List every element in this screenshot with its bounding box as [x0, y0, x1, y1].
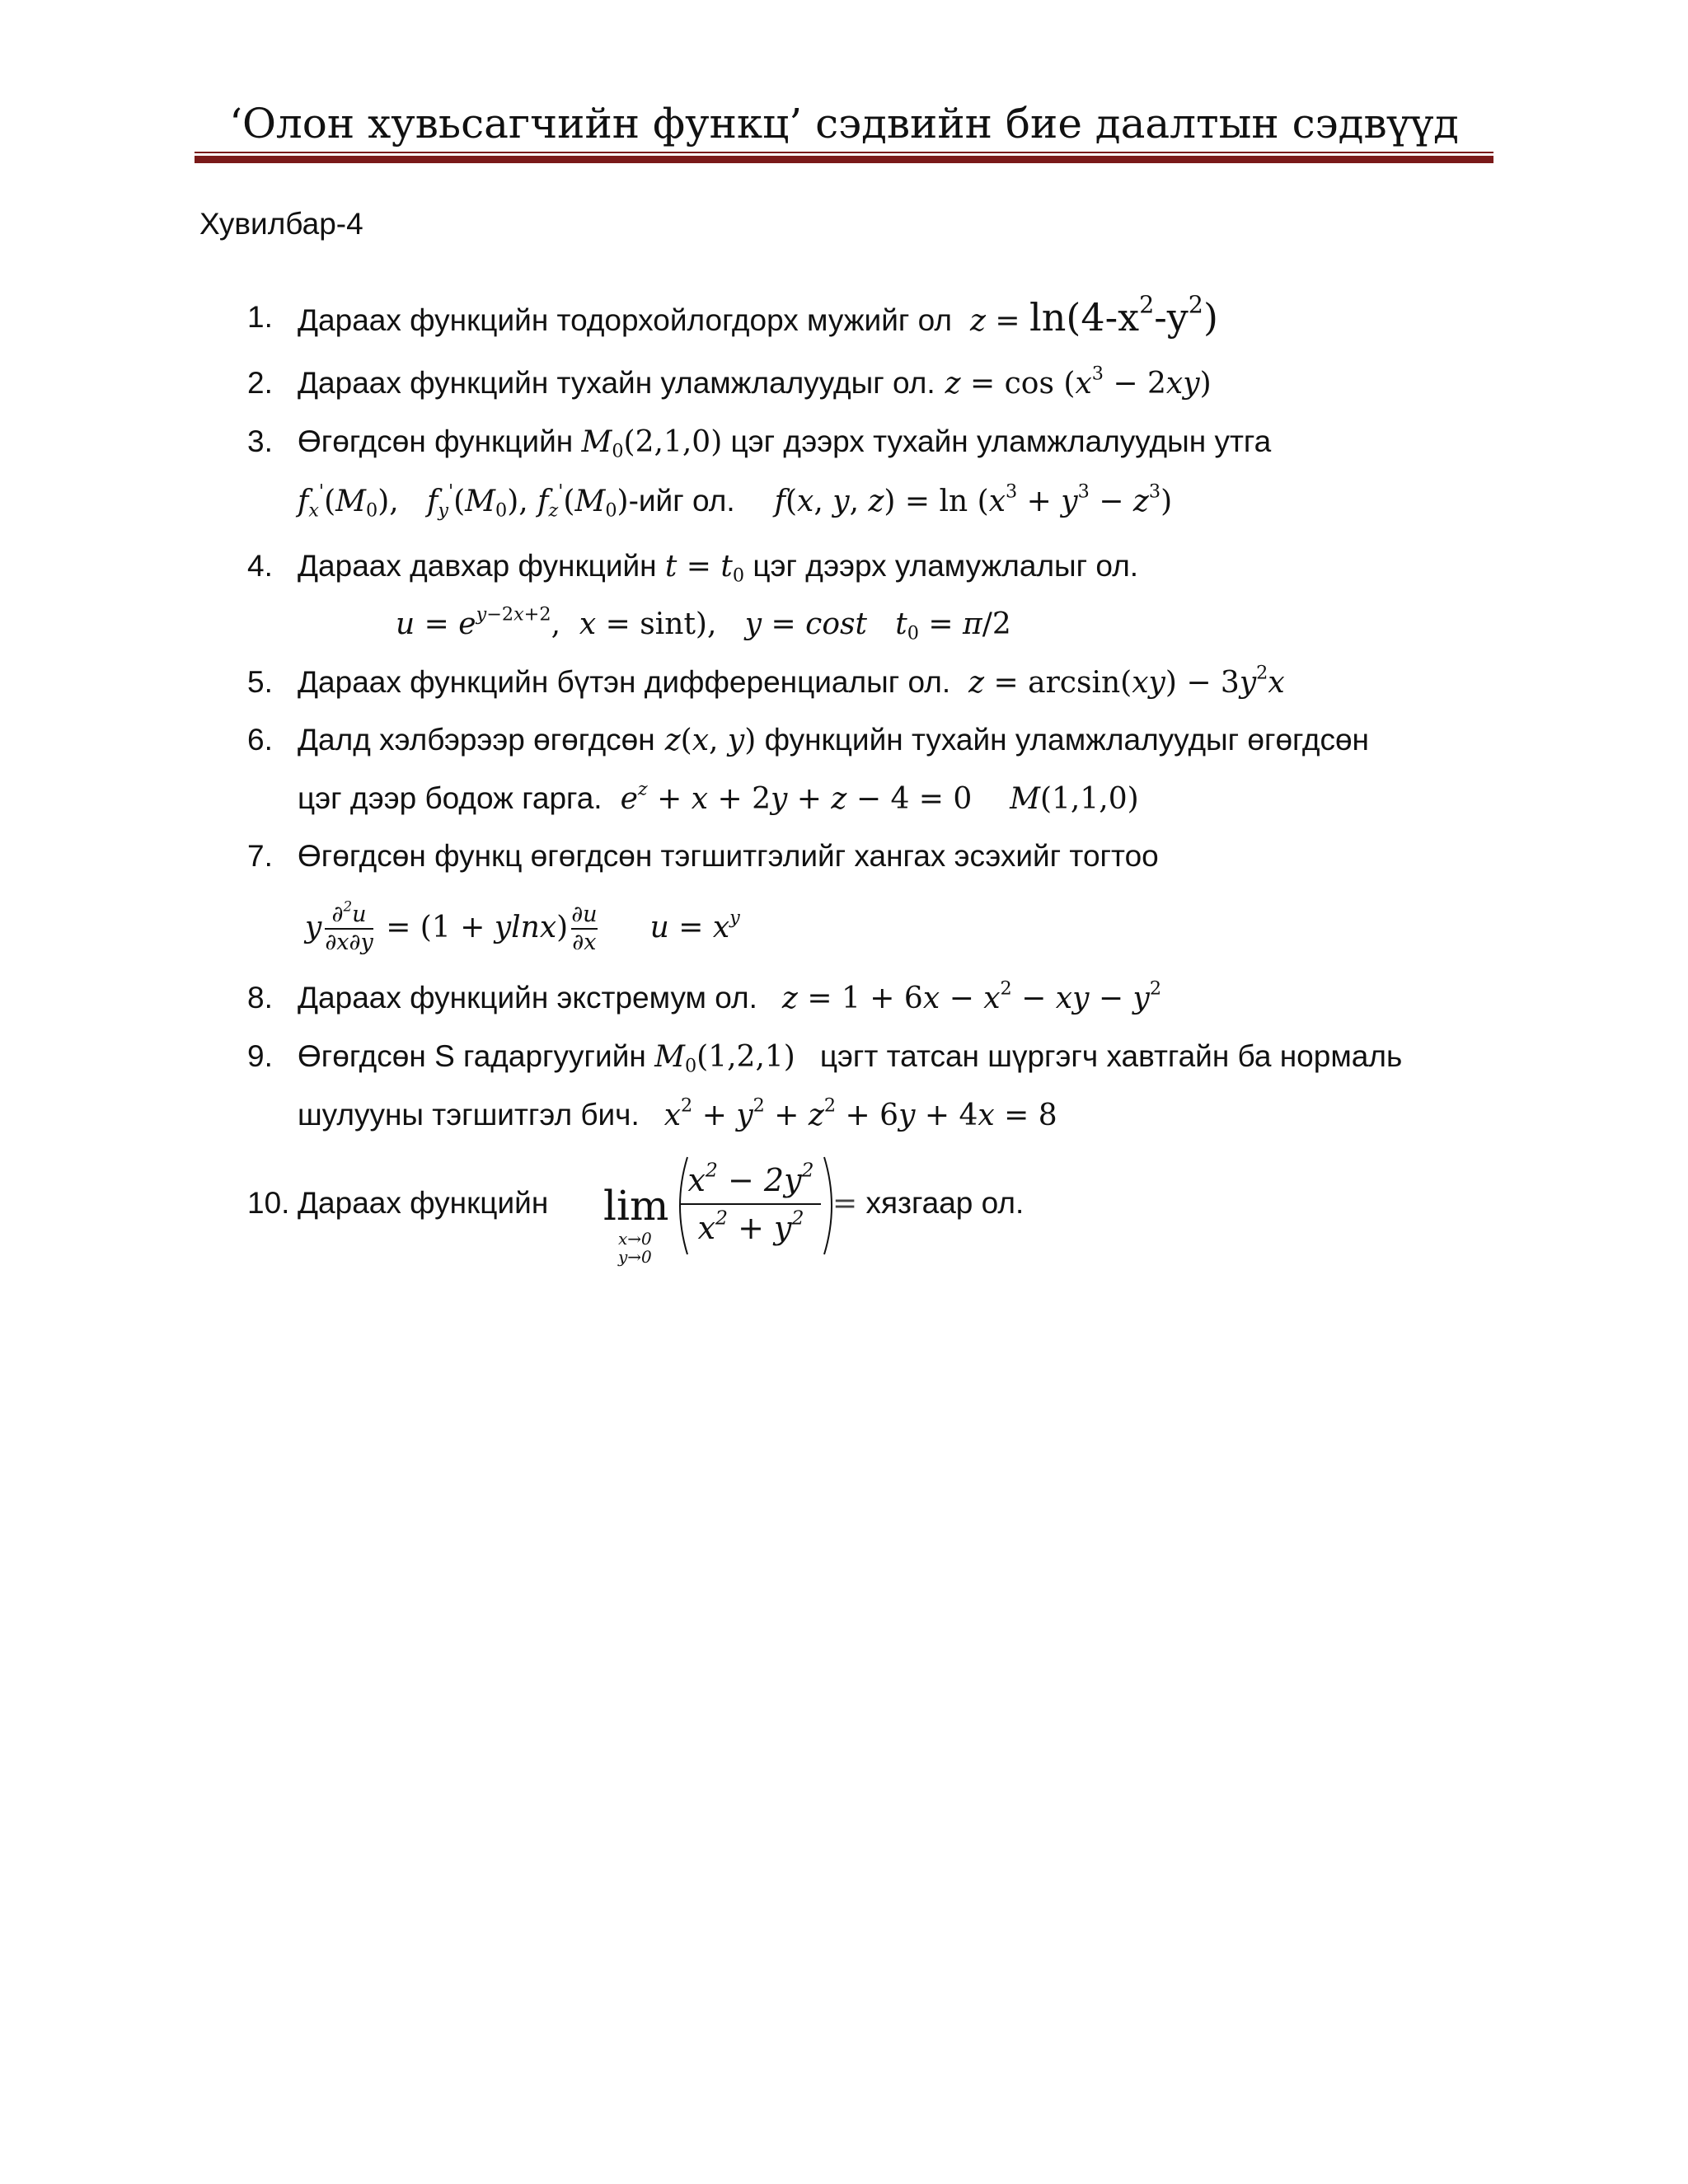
problem-3-point: $M_0(2,1,0)$ — [581, 425, 723, 462]
problem-3-text-a: Өгөгдсөн функцийн — [298, 424, 574, 458]
problem-1 — [298, 291, 1218, 344]
problem-7-line-1: Өгөгдсөн функц өгөгдсөн тэгшитгэлийг хангах эсэхийг тогтоо — [298, 839, 1159, 873]
problem-4-text-a: Дараах давхар функцийн — [298, 549, 657, 583]
problem-9-line-2 — [298, 1092, 1057, 1139]
problem-9-line-1 — [298, 1033, 1402, 1080]
problem-2-formula: $z = \cos (x^3 - 2xy)$ — [945, 363, 1212, 401]
problem-8-number: 8. — [247, 981, 273, 1015]
problem-9-text-a: Өгөгдсөн S гадаргуугийн — [298, 1039, 646, 1073]
problem-6-line-2 — [298, 776, 1139, 823]
page-title: ‘Олон хувьсагчийн функц’ сэдвийн бие даалтын сэдвүүд — [229, 100, 1459, 148]
problem-4-line-1 — [298, 543, 1138, 590]
problem-10-text: Дараах функцийн — [298, 1186, 549, 1220]
problem-5-number: 5. — [247, 665, 273, 699]
problem-1-number: 1. — [247, 300, 273, 334]
problem-3-derivatives: $f_x'(M_0)$, $f_y'(M_0)$, $f_z'(M_0)$ — [298, 480, 629, 522]
problem-1-formula: $z = \ln(4-x^2-y^2)$ — [970, 291, 1218, 340]
problem-8-formula: $z = 1 + 6x - x^2$ − xy − $y^2$ — [781, 977, 1162, 1015]
problem-7-formula: y — [305, 911, 322, 944]
problem-2-text: Дараах функцийн тухайн уламжлалуудыг ол. — [298, 366, 935, 400]
problem-6-text-b: функцийн тухайн уламжлалуудыг өгөгдсөн — [764, 723, 1369, 757]
problem-4-number: 4. — [247, 549, 273, 583]
problem-6-line-1 — [298, 717, 1369, 764]
problem-3-number: 3. — [247, 424, 273, 458]
problem-4-text-b: цэг дээрх уламужлалыг ол. — [753, 549, 1139, 583]
problem-5-formula: $z = \arcsin(xy) - 3y^2x$ — [968, 662, 1285, 700]
problem-9-text-b: цэгт татсан шүргэгч хавтгайн ба нормаль — [819, 1039, 1403, 1073]
problem-3-text-b: цэг дээрх тухайн уламжлалуудын утга — [730, 424, 1272, 458]
variant-label: Хувилбар-4 — [199, 207, 363, 241]
problem-5-text: Дараах функцийн бүтэн дифференциалыг ол. — [298, 665, 951, 699]
problem-7-function: $u = x^y$ — [649, 907, 740, 944]
problem-10-text-b: хязгаар ол. — [865, 1186, 1025, 1220]
problem-3-formula: f(x, y, $z) = \ln (x^3 + y^3 - z^3)$ — [774, 480, 1173, 518]
title-rule-thin — [195, 152, 1493, 153]
problem-10-number: 10. — [247, 1186, 290, 1220]
problem-8 — [298, 975, 1161, 1022]
limit-fraction: $x^2 - 2y^2$ $x^2 + y^2$ — [681, 1162, 821, 1246]
problem-6-function: z(x, y) — [664, 724, 757, 757]
problem-3-line-1 — [298, 419, 1271, 466]
problem-9-text-c: шулууны тэгшитгэл бич. — [298, 1098, 640, 1132]
lim-symbol: lim — [603, 1182, 669, 1230]
problem-9-number: 9. — [247, 1039, 273, 1073]
problem-5 — [298, 659, 1285, 706]
problem-4-point: $t = t_0$ — [664, 550, 745, 587]
problem-6-text-c: цэг дээр бодож гарга. — [298, 781, 603, 815]
problem-3-line-2 — [298, 478, 1172, 525]
problem-2-number: 2. — [247, 366, 273, 400]
problem-6-number: 6. — [247, 723, 273, 757]
problem-1-text: Дараах функцийн тодорхойлогдорх мужийг ол — [298, 303, 953, 337]
problem-10-limit — [598, 1152, 854, 1276]
problem-8-text: Дараах функцийн экстремум ол. — [298, 981, 757, 1015]
problem-9-point: $M_0(1,2,1)$ — [654, 1040, 795, 1077]
problem-9-formula: $x^2 + y^2 + z^2 + 6y + 4x = 8$ — [663, 1094, 1057, 1132]
problem-7-number: 7. — [247, 839, 273, 873]
problem-3-text-c: -ийг ол. — [628, 484, 735, 518]
problem-10-tail — [832, 1180, 1024, 1227]
problem-7-frac-1: $\frac{\partial^2u}{\partial x\partial y}$ — [325, 898, 373, 956]
problem-7-line-2: y $\frac{\partial^2u}{\partial x\partial y}$ = (1 + ylnx) $\frac{\partial u}{\partial x}$ $u = x^y$ — [305, 898, 740, 956]
equals-sign: = — [832, 1187, 858, 1221]
problem-4-line-2 — [396, 601, 1011, 648]
lim-subscript: x→0 y→0 — [618, 1229, 652, 1267]
problem-2 — [298, 360, 1212, 407]
problem-4-formula: $u = e^{y-2x+2}$, x = sint), y = cost $t_0 = \pi/2$ — [396, 603, 1011, 644]
title-rule-thick — [195, 156, 1493, 163]
problem-6-formula: $e^z + x + 2y + z - 4 = 0$ M(1,1,0) — [620, 778, 1139, 816]
problem-7-frac-2: $\frac{\partial u}{\partial x}$ — [571, 902, 598, 956]
problem-6-text-a: Далд хэлбэрээр өгөгдсөн — [298, 723, 655, 757]
